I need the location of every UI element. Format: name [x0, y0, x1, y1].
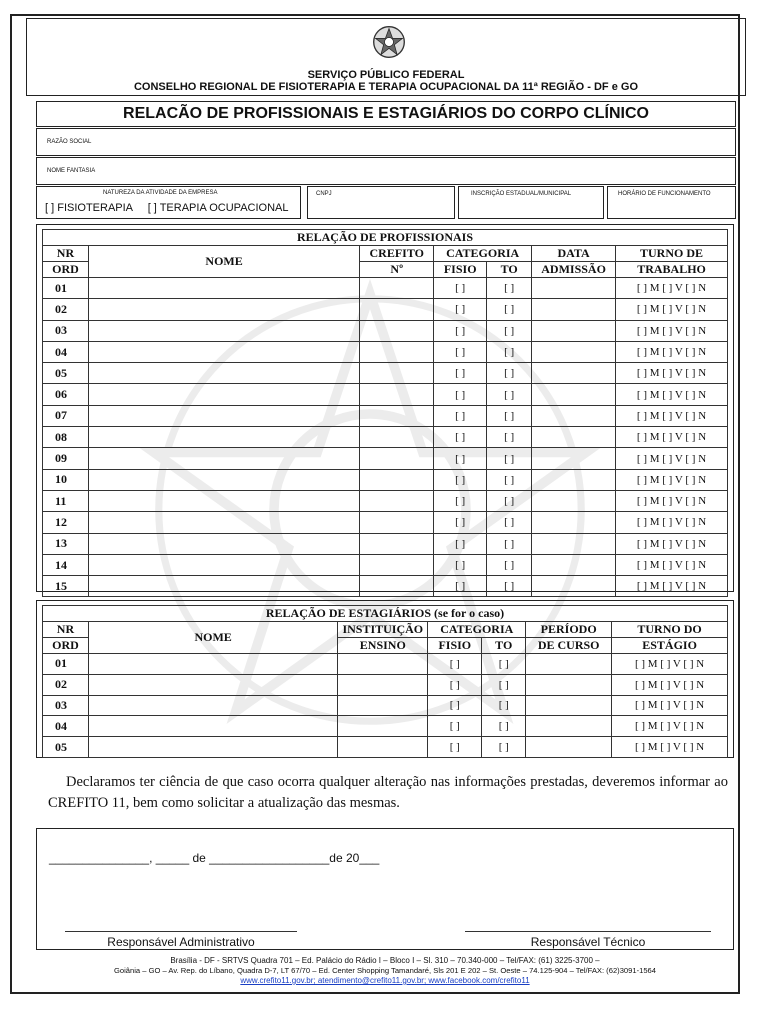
data-admissao-cell[interactable]	[532, 512, 616, 533]
data-admissao-cell[interactable]	[532, 469, 616, 490]
turno-options[interactable]: [ ] M [ ] V [ ] N	[616, 448, 728, 469]
row-number: 02	[43, 674, 89, 695]
nome-cell[interactable]	[88, 695, 337, 716]
turno-options[interactable]: [ ] M [ ] V [ ] N	[616, 320, 728, 341]
data-admissao-cell[interactable]	[532, 405, 616, 426]
razao-social-label: RAZÃO SOCIAL	[47, 139, 92, 145]
instituicao-cell[interactable]	[338, 654, 428, 675]
table-row	[43, 278, 728, 299]
nome-cell[interactable]	[88, 469, 359, 490]
table-row	[43, 674, 728, 695]
row-number: 03	[43, 695, 89, 716]
crefito-cell[interactable]	[360, 490, 434, 511]
table-row	[43, 427, 728, 448]
turno-options[interactable]: [ ] M [ ] V [ ] N	[616, 533, 728, 554]
est-col-inst: INSTITUIÇÃO	[338, 622, 428, 638]
turno-options[interactable]: [ ] M [ ] V [ ] N	[616, 405, 728, 426]
to-checkbox[interactable]: [ ]	[487, 427, 532, 448]
row-number: 02	[43, 299, 89, 320]
est-col-nr: NR	[43, 622, 89, 638]
cnpj-field[interactable]	[307, 186, 455, 219]
fisio-checkbox[interactable]: [ ]	[434, 576, 487, 597]
col-turno: TURNO DE	[616, 246, 728, 262]
col-to: TO	[487, 262, 532, 278]
col-ord: ORD	[43, 262, 89, 278]
fisio-checkbox[interactable]: [ ]	[428, 716, 482, 737]
table-row	[43, 737, 728, 758]
crefito-cell[interactable]	[360, 320, 434, 341]
to-checkbox[interactable]: [ ]	[487, 384, 532, 405]
row-number: 05	[43, 363, 89, 384]
row-number: 01	[43, 278, 89, 299]
horario-label: HORÁRIO DE FUNCIONAMENTO	[618, 191, 711, 197]
natureza-options[interactable]: [ ] FISIOTERAPIA [ ] TERAPIA OCUPACIONAL	[45, 202, 289, 214]
nome-cell[interactable]	[88, 299, 359, 320]
crefito-cell[interactable]	[360, 299, 434, 320]
est-col-categoria: CATEGORIA	[428, 622, 526, 638]
periodo-cell[interactable]	[526, 737, 612, 758]
tecnico-signature-line[interactable]	[465, 931, 711, 932]
fisio-checkbox[interactable]: [ ]	[434, 299, 487, 320]
instituicao-cell[interactable]	[338, 716, 428, 737]
row-number: 08	[43, 427, 89, 448]
profissionais-title: RELAÇÃO DE PROFISSIONAIS	[43, 230, 728, 246]
nome-cell[interactable]	[88, 363, 359, 384]
periodo-cell[interactable]	[526, 716, 612, 737]
nome-cell[interactable]	[88, 576, 359, 597]
nome-cell[interactable]	[88, 278, 359, 299]
nome-cell[interactable]	[88, 716, 337, 737]
table-row	[43, 716, 728, 737]
footer-links[interactable]: www.crefito11.gov.br; atendimento@crefito11.gov.br; www.facebook.com/crefito11	[240, 976, 530, 985]
col-nome: NOME	[88, 246, 359, 278]
row-number: 14	[43, 554, 89, 575]
turno-options[interactable]: [ ] M [ ] V [ ] N	[616, 363, 728, 384]
fisio-checkbox[interactable]: [ ]	[434, 278, 487, 299]
data-admissao-cell[interactable]	[532, 427, 616, 448]
instituicao-cell[interactable]	[338, 737, 428, 758]
razao-social-field[interactable]	[36, 128, 736, 156]
instituicao-cell[interactable]	[338, 674, 428, 695]
turno-options[interactable]: [ ] M [ ] V [ ] N	[616, 278, 728, 299]
nome-cell[interactable]	[88, 320, 359, 341]
table-row	[43, 554, 728, 575]
nome-cell[interactable]	[88, 405, 359, 426]
turno-options[interactable]: [ ] M [ ] V [ ] N	[616, 427, 728, 448]
turno-options[interactable]: [ ] M [ ] V [ ] N	[612, 716, 728, 737]
turno-options[interactable]: [ ] M [ ] V [ ] N	[612, 654, 728, 675]
row-number: 05	[43, 737, 89, 758]
fisio-checkbox[interactable]: [ ]	[434, 405, 487, 426]
to-checkbox[interactable]: [ ]	[487, 554, 532, 575]
turno-options[interactable]: [ ] M [ ] V [ ] N	[616, 554, 728, 575]
natureza-label: NATUREZA DA ATIVIDADE DA EMPRESA	[103, 190, 218, 196]
turno-options[interactable]: [ ] M [ ] V [ ] N	[612, 695, 728, 716]
table-row	[43, 363, 728, 384]
row-number: 04	[43, 716, 89, 737]
nome-cell[interactable]	[88, 533, 359, 554]
col-crefito: CREFITO	[360, 246, 434, 262]
fisio-checkbox[interactable]: [ ]	[434, 384, 487, 405]
periodo-cell[interactable]	[526, 674, 612, 695]
crefito-cell[interactable]	[360, 405, 434, 426]
footer-line1: Brasília - DF - SRTVS Quadra 701 – Ed. Palácio do Rádio I – Bloco I – Sl. 310 – 70.340-000 – Tel/FAX: (61) 3225-3700 –	[170, 956, 600, 965]
data-admissao-cell[interactable]	[532, 554, 616, 575]
row-number: 04	[43, 341, 89, 362]
header-line1: SERVIÇO PÚBLICO FEDERAL	[307, 69, 465, 81]
data-admissao-cell[interactable]	[532, 363, 616, 384]
fisio-checkbox[interactable]: [ ]	[428, 695, 482, 716]
table-row	[43, 320, 728, 341]
table-row	[43, 341, 728, 362]
table-row	[43, 384, 728, 405]
crefito-cell[interactable]	[360, 363, 434, 384]
table-row	[43, 512, 728, 533]
profissionais-table	[42, 229, 728, 597]
nome-cell[interactable]	[88, 341, 359, 362]
crefito-cell[interactable]	[360, 448, 434, 469]
to-checkbox[interactable]: [ ]	[482, 674, 526, 695]
data-admissao-cell[interactable]	[532, 490, 616, 511]
row-number: 12	[43, 512, 89, 533]
table-row	[43, 448, 728, 469]
fisio-checkbox[interactable]: [ ]	[428, 654, 482, 675]
nome-cell[interactable]	[88, 448, 359, 469]
fisio-checkbox[interactable]: [ ]	[428, 737, 482, 758]
row-number: 10	[43, 469, 89, 490]
resp-tecnico-label: Responsável Técnico	[530, 935, 646, 949]
nome-cell[interactable]	[88, 384, 359, 405]
signature-box	[36, 828, 734, 950]
estagiarios-title: RELAÇÃO DE ESTAGIÁRIOS (se for o caso)	[43, 606, 728, 622]
resp-admin-label: Responsável Administrativo	[107, 935, 255, 949]
turno-options[interactable]: [ ] M [ ] V [ ] N	[616, 512, 728, 533]
fisio-checkbox[interactable]: [ ]	[434, 363, 487, 384]
header-box	[26, 18, 746, 96]
nome-fantasia-label: NOME FANTASIA	[47, 168, 96, 174]
to-checkbox[interactable]: [ ]	[482, 654, 526, 675]
row-number: 09	[43, 448, 89, 469]
page-title: RELACÃO DE PROFISSIONAIS E ESTAGIÁRIOS DO CORPO CLÍNICO	[36, 101, 736, 127]
row-number: 11	[43, 490, 89, 511]
admin-signature-line[interactable]	[65, 931, 297, 932]
col-trabalho: TRABALHO	[616, 262, 728, 278]
col-data: DATA	[532, 246, 616, 262]
instituicao-cell[interactable]	[338, 695, 428, 716]
est-col-curso: DE CURSO	[526, 638, 612, 654]
horario-field[interactable]	[607, 186, 736, 219]
data-admissao-cell[interactable]	[532, 320, 616, 341]
data-admissao-cell[interactable]	[532, 576, 616, 597]
crefito-cell[interactable]	[360, 554, 434, 575]
turno-options[interactable]: [ ] M [ ] V [ ] N	[612, 737, 728, 758]
est-col-estagio: ESTÁGIO	[612, 638, 728, 654]
table-row	[43, 654, 728, 675]
col-crefito-n: Nº	[360, 262, 434, 278]
est-col-nome: NOME	[88, 622, 337, 654]
data-admissao-cell[interactable]	[532, 299, 616, 320]
declaration-text: Declaramos ter ciência de que caso ocorra qualquer alteração nas informações prestadas, deveremos informar ao CREFITO 11, bem como solicitar a atualização das mesmas.	[48, 774, 728, 811]
to-checkbox[interactable]: [ ]	[487, 363, 532, 384]
row-number: 06	[43, 384, 89, 405]
to-checkbox[interactable]: [ ]	[487, 320, 532, 341]
crefito-cell[interactable]	[360, 278, 434, 299]
to-checkbox[interactable]: [ ]	[487, 469, 532, 490]
to-checkbox[interactable]: [ ]	[487, 299, 532, 320]
data-admissao-cell[interactable]	[532, 448, 616, 469]
est-col-ensino: ENSINO	[338, 638, 428, 654]
col-nr: NR	[43, 246, 89, 262]
table-row	[43, 490, 728, 511]
turno-options[interactable]: [ ] M [ ] V [ ] N	[616, 341, 728, 362]
nome-cell[interactable]	[88, 654, 337, 675]
crefito-cell[interactable]	[360, 512, 434, 533]
to-checkbox[interactable]: [ ]	[487, 576, 532, 597]
fisio-checkbox[interactable]: [ ]	[434, 427, 487, 448]
table-row	[43, 299, 728, 320]
nome-cell[interactable]	[88, 512, 359, 533]
table-row	[43, 533, 728, 554]
turno-options[interactable]: [ ] M [ ] V [ ] N	[616, 576, 728, 597]
col-categoria: CATEGORIA	[434, 246, 532, 262]
periodo-cell[interactable]	[526, 654, 612, 675]
col-admissao: ADMISSÃO	[532, 262, 616, 278]
nome-cell[interactable]	[88, 554, 359, 575]
date-line[interactable]: _______________, _____ de __________________de 20___	[49, 851, 380, 865]
nome-cell[interactable]	[88, 427, 359, 448]
periodo-cell[interactable]	[526, 695, 612, 716]
data-admissao-cell[interactable]	[532, 278, 616, 299]
row-number: 15	[43, 576, 89, 597]
natureza-field[interactable]	[36, 186, 301, 219]
fisio-checkbox[interactable]: [ ]	[428, 674, 482, 695]
fisio-checkbox[interactable]: [ ]	[434, 341, 487, 362]
inscricao-field[interactable]	[458, 186, 604, 219]
footer-links-row	[0, 976, 770, 985]
crefito-cell[interactable]	[360, 384, 434, 405]
nome-cell[interactable]	[88, 674, 337, 695]
estagiarios-table	[42, 605, 728, 758]
header-line2: CONSELHO REGIONAL DE FISIOTERAPIA E TERAPIA OCUPACIONAL DA 11ª REGIÃO - DF e GO	[133, 81, 638, 93]
data-admissao-cell[interactable]	[532, 384, 616, 405]
inscricao-label: INSCRIÇÃO ESTADUAL/MUNICIPAL	[471, 191, 572, 197]
footer-line2: Goiânia – GO – Av. Rep. do Líbano, Quadra D-7, LT 67/70 – Ed. Center Shopping Tamandaré, Sls 201 E 202 – St. Oeste – 74.125-904 – Tel/FAX: (62)3091-1564	[113, 966, 657, 975]
turno-options[interactable]: [ ] M [ ] V [ ] N	[612, 674, 728, 695]
crefito-cell[interactable]	[360, 427, 434, 448]
turno-options[interactable]: [ ] M [ ] V [ ] N	[616, 384, 728, 405]
est-col-turno: TURNO DO	[612, 622, 728, 638]
fisio-checkbox[interactable]: [ ]	[434, 469, 487, 490]
coat-of-arms-icon	[371, 24, 407, 60]
to-checkbox[interactable]: [ ]	[487, 512, 532, 533]
crefito-cell[interactable]	[360, 576, 434, 597]
table-row	[43, 695, 728, 716]
turno-options[interactable]: [ ] M [ ] V [ ] N	[616, 299, 728, 320]
crefito-cell[interactable]	[360, 469, 434, 490]
nome-cell[interactable]	[88, 490, 359, 511]
to-checkbox[interactable]: [ ]	[487, 278, 532, 299]
row-number: 07	[43, 405, 89, 426]
row-number: 03	[43, 320, 89, 341]
to-checkbox[interactable]: [ ]	[487, 341, 532, 362]
fisio-checkbox[interactable]: [ ]	[434, 533, 487, 554]
col-fisio: FISIO	[434, 262, 487, 278]
to-checkbox[interactable]: [ ]	[482, 695, 526, 716]
to-checkbox[interactable]: [ ]	[487, 533, 532, 554]
data-admissao-cell[interactable]	[532, 341, 616, 362]
est-col-periodo: PERÍODO	[526, 622, 612, 638]
to-checkbox[interactable]: [ ]	[487, 448, 532, 469]
fisio-checkbox[interactable]: [ ]	[434, 512, 487, 533]
est-col-to: TO	[482, 638, 526, 654]
fisio-checkbox[interactable]: [ ]	[434, 320, 487, 341]
table-row	[43, 576, 728, 597]
est-col-fisio: FISIO	[428, 638, 482, 654]
table-row	[43, 469, 728, 490]
turno-options[interactable]: [ ] M [ ] V [ ] N	[616, 469, 728, 490]
row-number: 01	[43, 654, 89, 675]
est-col-ord: ORD	[43, 638, 89, 654]
row-number: 13	[43, 533, 89, 554]
data-admissao-cell[interactable]	[532, 533, 616, 554]
table-row	[43, 405, 728, 426]
to-checkbox[interactable]: [ ]	[482, 737, 526, 758]
nome-cell[interactable]	[88, 737, 337, 758]
to-checkbox[interactable]: [ ]	[487, 405, 532, 426]
cnpj-label: CNPJ	[316, 191, 332, 197]
nome-fantasia-field[interactable]	[36, 157, 736, 185]
fisio-checkbox[interactable]: [ ]	[434, 448, 487, 469]
crefito-cell[interactable]	[360, 341, 434, 362]
turno-options[interactable]: [ ] M [ ] V [ ] N	[616, 490, 728, 511]
fisio-checkbox[interactable]: [ ]	[434, 554, 487, 575]
to-checkbox[interactable]: [ ]	[482, 716, 526, 737]
fisio-checkbox[interactable]: [ ]	[434, 490, 487, 511]
to-checkbox[interactable]: [ ]	[487, 490, 532, 511]
crefito-cell[interactable]	[360, 533, 434, 554]
